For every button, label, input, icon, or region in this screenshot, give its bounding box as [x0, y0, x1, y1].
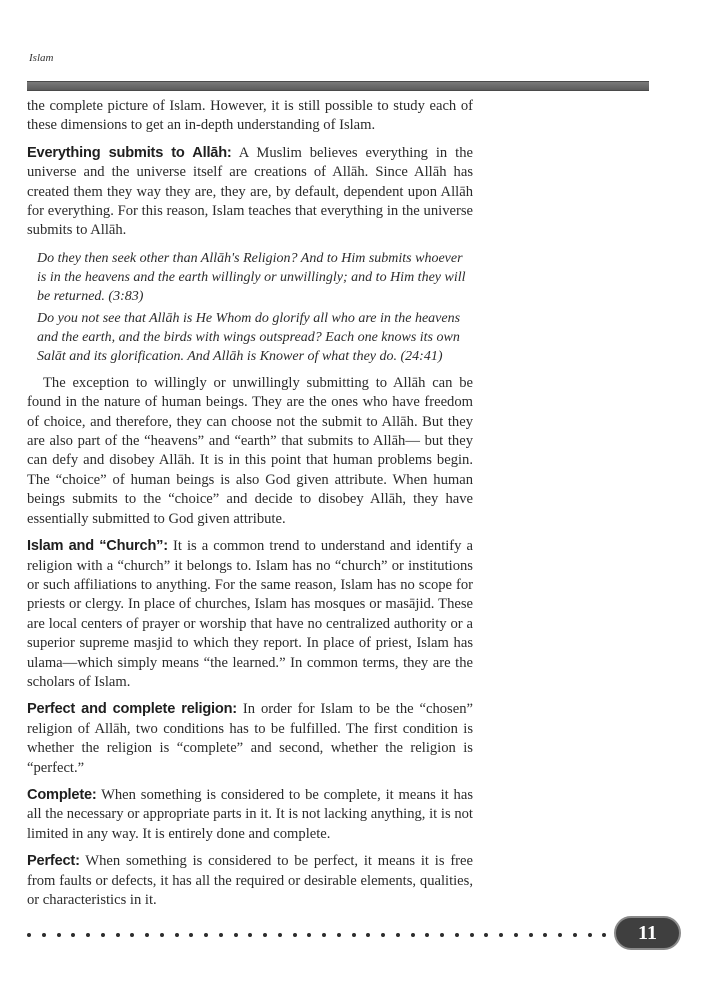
page-number-badge — [614, 916, 681, 950]
footer-dot — [455, 933, 459, 937]
paragraph-exception: The exception to willingly or unwillingly submitting to Allāh can be found in the nature of human beings. They are the ones who have freedom of choice, and therefore, they can choose not the submit to Allāh. But they are also part of the “heavens” and “earth” that submits to Allāh— but they can defy and disobey Allāh. It is in this point that human problems begin. The “choice” of human beings is also God given attribute. When human beings submits to the “choice” and decide to disobey Allāh, they have essentially submitted to God given attribute. — [27, 374, 473, 527]
footer-dot — [57, 933, 61, 937]
footer-dot — [484, 933, 488, 937]
heading-church: Islam and “Church”: — [27, 538, 168, 555]
footer-dot — [27, 933, 31, 937]
paragraph-perfect-complete — [27, 700, 473, 778]
running-head: Islam — [29, 52, 54, 64]
footer-dot — [219, 933, 223, 937]
footer-dot — [470, 933, 474, 937]
footer-dot — [543, 933, 547, 937]
footer-dot — [425, 933, 429, 937]
footer-dot — [71, 933, 75, 937]
footer-dot — [602, 933, 606, 937]
paragraph-complete — [27, 786, 473, 844]
footer-dot — [263, 933, 267, 937]
footer-dot — [234, 933, 238, 937]
page-body — [27, 97, 473, 918]
footer-dot — [499, 933, 503, 937]
footer-dot — [42, 933, 46, 937]
footer-dot — [440, 933, 444, 937]
footer-dot — [396, 933, 400, 937]
header-rule — [27, 81, 649, 91]
paragraph-submits — [27, 144, 473, 241]
footer-dot — [248, 933, 252, 937]
footer-dot — [189, 933, 193, 937]
footer-dot-leader — [27, 925, 607, 945]
footer-dot — [160, 933, 164, 937]
footer-dot — [101, 933, 105, 937]
footer-dot — [352, 933, 356, 937]
heading-perfect-complete: Perfect and complete religion: — [27, 701, 237, 718]
body-perfect-complete: In order for Islam to be the “chosen” religion of Allāh, two conditions has to be fulfilled. The first condition is whether the religion is “complete” and second, whether the religion is “perfect.” — [27, 701, 473, 776]
quran-quotes — [37, 249, 473, 366]
paragraph-church — [27, 537, 473, 692]
heading-complete: Complete: — [27, 786, 97, 803]
footer-dot — [145, 933, 149, 937]
paragraph-perfect — [27, 852, 473, 910]
footer-dot — [175, 933, 179, 937]
footer-dot — [322, 933, 326, 937]
footer-dot — [558, 933, 562, 937]
footer-dot — [293, 933, 297, 937]
body-perfect: When something is considered to be perfect, it means it is free from faults or defects, it has all the required or desirable elements, qualities, or characteristics in it. — [27, 853, 473, 908]
footer-dot — [381, 933, 385, 937]
body-submits: A Muslim believes everything in the universe and the universe itself are creations of Allāh. Since Allāh has created them they way they are, they are, by default, dependent upon Allāh for everything. For this reason, Islam teaches that everything in the universe submits to Allāh. — [27, 144, 473, 239]
footer-dot — [204, 933, 208, 937]
paragraph-intro: the complete picture of Islam. However, it is still possible to study each of these dimensions to get an in-depth understanding of Islam. — [27, 98, 473, 134]
quote-3-83: Do they then seek other than Allāh's Religion? And to Him submits whoever is in the heavens and the earth willingly or unwillingly; and to Him they will be returned. (3:83) — [37, 250, 466, 304]
footer-dot — [278, 933, 282, 937]
footer-dot — [116, 933, 120, 937]
footer-dot — [86, 933, 90, 937]
footer-dot — [366, 933, 370, 937]
footer-dot — [529, 933, 533, 937]
footer-dot — [337, 933, 341, 937]
heading-submits: Everything submits to Allāh: — [27, 144, 232, 161]
body-church: It is a common trend to understand and identify a religion with a “church” it belongs to. Islam has no “church” or institutions or such affiliations to anything. For the same reason, Islam has no scope for priests or clergy. In place of churches, Islam has mosques or masājid. These are local centers of prayer or worship that have no centralized authority or a superior supreme masjid to which they report. In place of priest, Islam has ulama—which simply means “the learned.” In common terms, they are the scholars of Islam. — [27, 538, 473, 690]
footer-dot — [307, 933, 311, 937]
footer-dot — [588, 933, 592, 937]
body-complete: When something is considered to be complete, it means it has all the necessary or appropriate parts in it. It is not lacking anything, it is not limited in any way. It is entirely done and complete. — [27, 786, 473, 842]
heading-perfect: Perfect: — [27, 853, 80, 870]
page-number: 11 — [638, 921, 657, 944]
footer-dot — [130, 933, 134, 937]
quote-24-41: Do you not see that Allāh is He Whom do glorify all who are in the heavens and the earth, and the birds with wings outspread? Each one knows its own Salāt and its glorification. And Allāh is Knower of what they do. (24:41) — [37, 310, 461, 364]
footer-dot — [514, 933, 518, 937]
footer-dot — [573, 933, 577, 937]
footer-dot — [411, 933, 415, 937]
